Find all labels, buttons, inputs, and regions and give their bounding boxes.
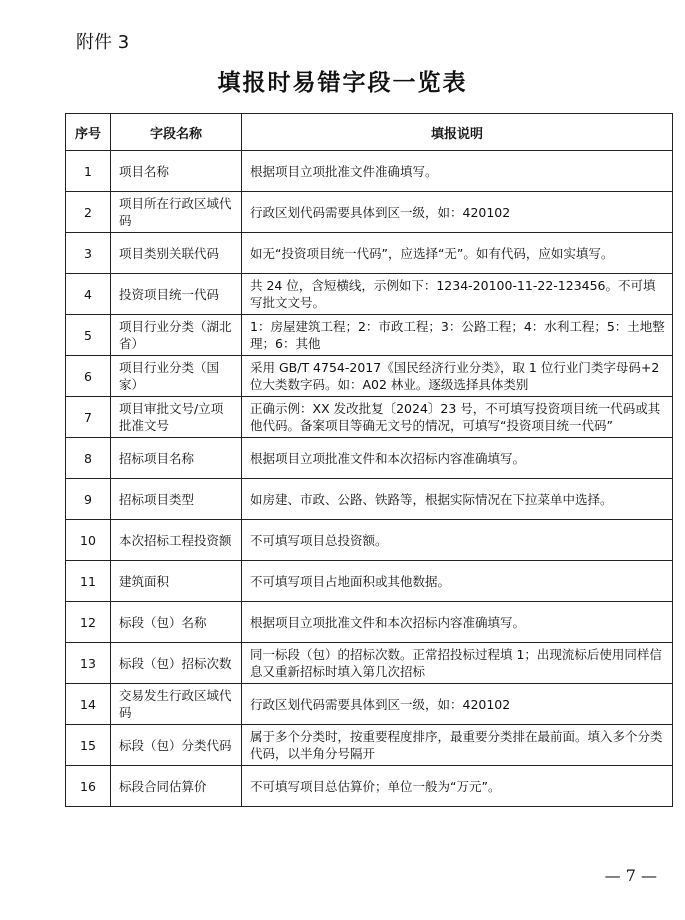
field-description: 同一标段（包）的招标次数。正常招投标过程填 1；出现流标后使用同样信息又重新招标时填入第几次招标 — [242, 643, 673, 684]
table-row — [66, 684, 673, 725]
table-row — [66, 643, 673, 684]
column-header-desc: 填报说明 — [242, 114, 673, 151]
field-description: 属于多个分类时，按重要程度排序，最重要分类排在最前面。填入多个分类代码，以半角分号隔开 — [242, 725, 673, 766]
field-description: 如房建、市政、公路、铁路等，根据实际情况在下拉菜单中选择。 — [242, 479, 673, 520]
table-row — [66, 151, 673, 192]
field-name: 标段（包）分类代码 — [111, 725, 242, 766]
row-number: 2 — [66, 192, 111, 233]
table-row — [66, 233, 673, 274]
page-title: 填报时易错字段一览表 — [217, 69, 468, 96]
row-number: 1 — [66, 151, 111, 192]
row-number: 9 — [66, 479, 111, 520]
attachment-label: 附件 3 — [76, 32, 130, 53]
field-description: 共 24 位，含短横线，示例如下：1234-20100-11-22-123456。不可填写批文文号。 — [242, 274, 673, 315]
field-name: 投资项目统一代码 — [111, 274, 242, 315]
field-name: 建筑面积 — [111, 561, 242, 602]
table-row — [66, 438, 673, 479]
column-header-field: 字段名称 — [111, 114, 242, 151]
field-name: 交易发生行政区域代码 — [111, 684, 242, 725]
row-number: 10 — [66, 520, 111, 561]
row-number: 11 — [66, 561, 111, 602]
table-row — [66, 356, 673, 397]
row-number: 6 — [66, 356, 111, 397]
field-name: 项目所在行政区域代码 — [111, 192, 242, 233]
row-number: 7 — [66, 397, 111, 438]
field-name: 项目行业分类（国家） — [111, 356, 242, 397]
table-row — [66, 561, 673, 602]
table-row — [66, 315, 673, 356]
row-number: 5 — [66, 315, 111, 356]
field-name: 标段（包）招标次数 — [111, 643, 242, 684]
row-number: 3 — [66, 233, 111, 274]
table-row — [66, 274, 673, 315]
field-description: 根据项目立项批准文件和本次招标内容准确填写。 — [242, 602, 673, 643]
field-name: 标段合同估算价 — [111, 766, 242, 807]
field-description: 不可填写项目总投资额。 — [242, 520, 673, 561]
error-prone-fields-table — [65, 113, 673, 807]
column-header-no: 序号 — [66, 114, 111, 151]
row-number: 16 — [66, 766, 111, 807]
field-description: 如无“投资项目统一代码”，应选择“无”。如有代码，应如实填写。 — [242, 233, 673, 274]
field-name: 项目类别关联代码 — [111, 233, 242, 274]
field-name: 本次招标工程投资额 — [111, 520, 242, 561]
table-row — [66, 520, 673, 561]
table-row — [66, 725, 673, 766]
row-number: 12 — [66, 602, 111, 643]
field-name: 标段（包）名称 — [111, 602, 242, 643]
table-row — [66, 192, 673, 233]
table-row — [66, 766, 673, 807]
row-number: 4 — [66, 274, 111, 315]
row-number: 14 — [66, 684, 111, 725]
row-number: 13 — [66, 643, 111, 684]
field-description: 1：房屋建筑工程；2：市政工程；3：公路工程；4：水利工程；5：土地整理；6：其他 — [242, 315, 673, 356]
field-description: 根据项目立项批准文件准确填写。 — [242, 151, 673, 192]
field-name: 招标项目名称 — [111, 438, 242, 479]
row-number: 15 — [66, 725, 111, 766]
table-header-row — [66, 114, 673, 151]
field-name: 项目审批文号/立项批准文号 — [111, 397, 242, 438]
table-row — [66, 397, 673, 438]
table-row — [66, 602, 673, 643]
field-name: 项目名称 — [111, 151, 242, 192]
field-description: 采用 GB/T 4754-2017《国民经济行业分类》，取 1 位行业门类字母码+2 位大类数字码。如：A02 林业。逐级选择具体类别 — [242, 356, 673, 397]
field-name: 招标项目类型 — [111, 479, 242, 520]
table-row — [66, 479, 673, 520]
field-description: 根据项目立项批准文件和本次招标内容准确填写。 — [242, 438, 673, 479]
field-description: 不可填写项目占地面积或其他数据。 — [242, 561, 673, 602]
field-name: 项目行业分类（湖北省） — [111, 315, 242, 356]
field-description: 行政区划代码需要具体到区一级，如：420102 — [242, 684, 673, 725]
field-description: 正确示例：XX 发改批复〔2024〕23 号，不可填写投资项目统一代码或其他代码。备案项目等确无文号的情况，可填写“投资项目统一代码” — [242, 397, 673, 438]
page-number: — 7 — — [604, 866, 657, 885]
field-description: 不可填写项目总估算价；单位一般为“万元”。 — [242, 766, 673, 807]
field-description: 行政区划代码需要具体到区一级，如：420102 — [242, 192, 673, 233]
row-number: 8 — [66, 438, 111, 479]
